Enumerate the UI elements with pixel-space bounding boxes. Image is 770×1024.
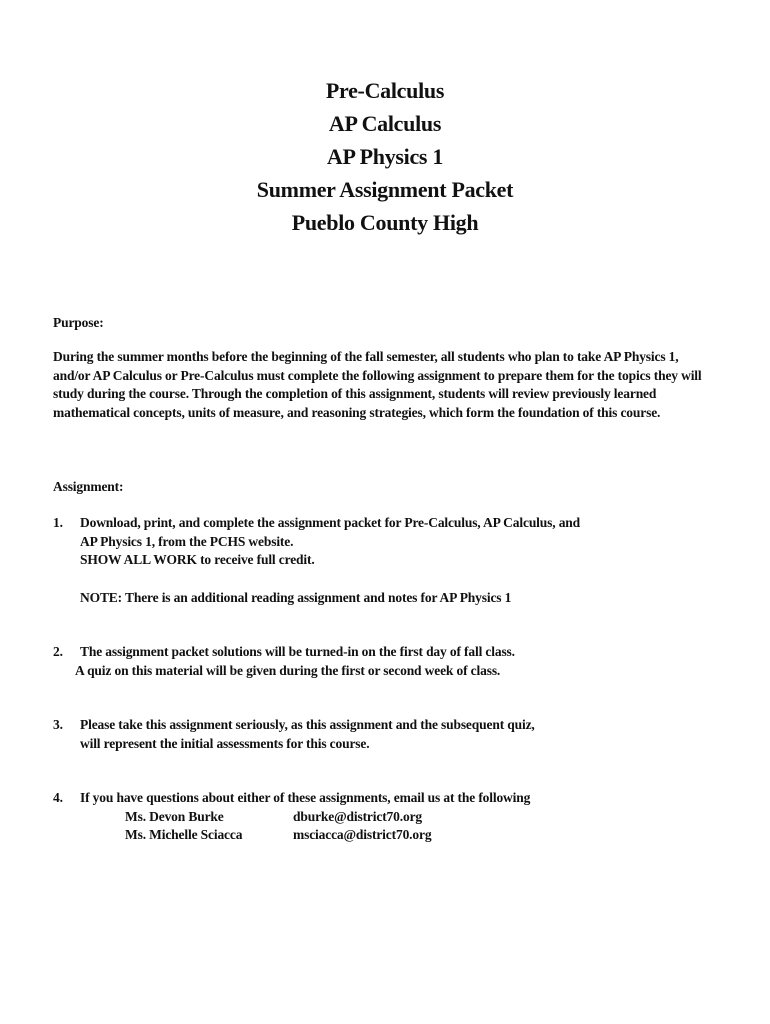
title-block	[0, 74, 770, 239]
item-line: Please take this assignment seriously, as this assignment and the subsequent quiz,	[80, 717, 535, 732]
item-number: 4.	[53, 790, 63, 805]
contact-email[interactable]: dburke@district70.org	[293, 808, 423, 824]
item-number: 1.	[53, 515, 63, 530]
physics-note: NOTE: There is an additional reading assignment and notes for AP Physics 1	[80, 590, 512, 605]
title-line: Pueblo County High	[291, 210, 479, 235]
title-line: Summer Assignment Packet	[256, 177, 514, 202]
item-line: will represent the initial assessments for this course.	[80, 735, 370, 751]
contact-name: Ms. Devon Burke	[125, 808, 224, 824]
item-number: 3.	[53, 717, 63, 732]
title-line: AP Calculus	[328, 111, 442, 136]
title-line: AP Physics 1	[326, 144, 444, 169]
purpose-paragraph: During the summer months before the beginning of the fall semester, all students who plan to take AP Physics 1, and/or AP Calculus or Pre-Calculus must complete the following assignment to prepare them for the topics they will study during the course. Through the completion of this assignment, students will review previously learned mathematical concepts, units of measure, and reasoning strategies, which form the foundation of this course.	[53, 349, 702, 420]
item-text	[80, 716, 730, 753]
contact-email[interactable]: msciacca@district70.org	[293, 827, 432, 842]
item-text	[80, 514, 730, 570]
item-line: Download, print, and complete the assignment packet for Pre-Calculus, AP Calculus, and	[80, 515, 581, 530]
item-number: 2.	[53, 644, 63, 659]
item-line: If you have questions about either of these assignments, email us at the following	[80, 790, 531, 805]
item-line: AP Physics 1, from the PCHS website.	[80, 533, 294, 549]
item-line: The assignment packet solutions will be turned-in on the first day of fall class.	[80, 644, 515, 659]
contact-name: Ms. Michelle Sciacca	[125, 827, 243, 842]
item-line: A quiz on this material will be given during the first or second week of class.	[75, 662, 501, 678]
purpose-heading: Purpose:	[53, 315, 104, 330]
assignment-heading: Assignment:	[53, 479, 124, 494]
title-line: Pre-Calculus	[325, 78, 445, 103]
item-line: SHOW ALL WORK to receive full credit.	[80, 552, 315, 567]
